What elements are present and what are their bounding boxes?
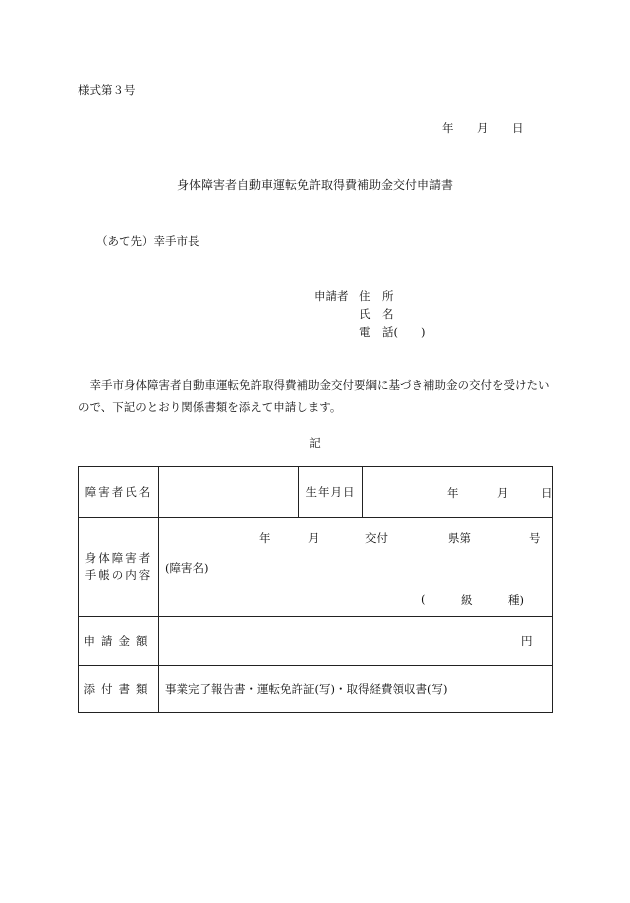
date-year: 年 xyxy=(442,121,454,135)
birth-year: 年 xyxy=(447,486,459,500)
handbook-go: 号 xyxy=(529,531,541,545)
applicant-role: 申請者 xyxy=(314,289,349,303)
amount-yen: 円 xyxy=(521,634,533,648)
handbook-prefecture-no: 県第 xyxy=(448,531,471,545)
applicant-phone-label: 電 話( ) xyxy=(359,325,426,339)
birth-month: 月 xyxy=(497,486,509,500)
date-day: 日 xyxy=(512,121,524,135)
handbook-year: 年 xyxy=(259,531,271,545)
grade-kyu: 級 xyxy=(461,593,473,607)
grade-shu: 種) xyxy=(508,593,524,607)
handbook-issued: 交付 xyxy=(365,531,388,545)
table-row-attachments xyxy=(79,666,553,713)
ki-heading: 記 xyxy=(309,436,321,450)
application-table xyxy=(78,466,553,713)
applicant-name-label: 氏 名 xyxy=(359,307,394,321)
body-text: 幸手市身体障害者自動車運転免許取得費補助金交付要綱に基づき補助金の交付を受けたいので、下記のとおり関係書類を添えて申請します。 xyxy=(78,378,550,414)
birth-date-field[interactable] xyxy=(363,467,553,518)
disability-name-label: (障害名) xyxy=(165,561,209,575)
application-amount-field[interactable] xyxy=(159,617,553,666)
grade-paren-open: ( xyxy=(421,592,426,606)
handbook-content-label xyxy=(79,518,159,617)
attachments-content: 事業完了報告書・運転免許証(写)・取得経費領収書(写) xyxy=(159,666,553,713)
handbook-label-line2: 手帳の内容 xyxy=(84,568,153,582)
document-title: 身体障害者自動車運転免許取得費補助金交付申請書 xyxy=(176,178,453,192)
table-row-amount xyxy=(79,617,553,666)
table-row-handbook xyxy=(79,518,553,617)
attachments-label: 添付書類 xyxy=(79,666,159,713)
addressee: （あて先）幸手市長 xyxy=(96,234,200,248)
table-row-applicant-name xyxy=(79,467,553,518)
disabled-person-name-field[interactable] xyxy=(159,467,299,518)
applicant-address-label: 住 所 xyxy=(359,289,394,303)
handbook-label-line1: 身体障害者 xyxy=(84,551,153,565)
handbook-month: 月 xyxy=(308,531,320,545)
birth-day: 日 xyxy=(541,486,553,500)
birth-date-label: 生年月日 xyxy=(299,467,363,518)
disabled-person-name-label: 障害者氏名 xyxy=(79,467,159,518)
form-number: 様式第３号 xyxy=(78,83,136,97)
handbook-content-field[interactable] xyxy=(159,518,553,617)
application-amount-label: 申請金額 xyxy=(79,617,159,666)
date-month: 月 xyxy=(477,121,489,135)
